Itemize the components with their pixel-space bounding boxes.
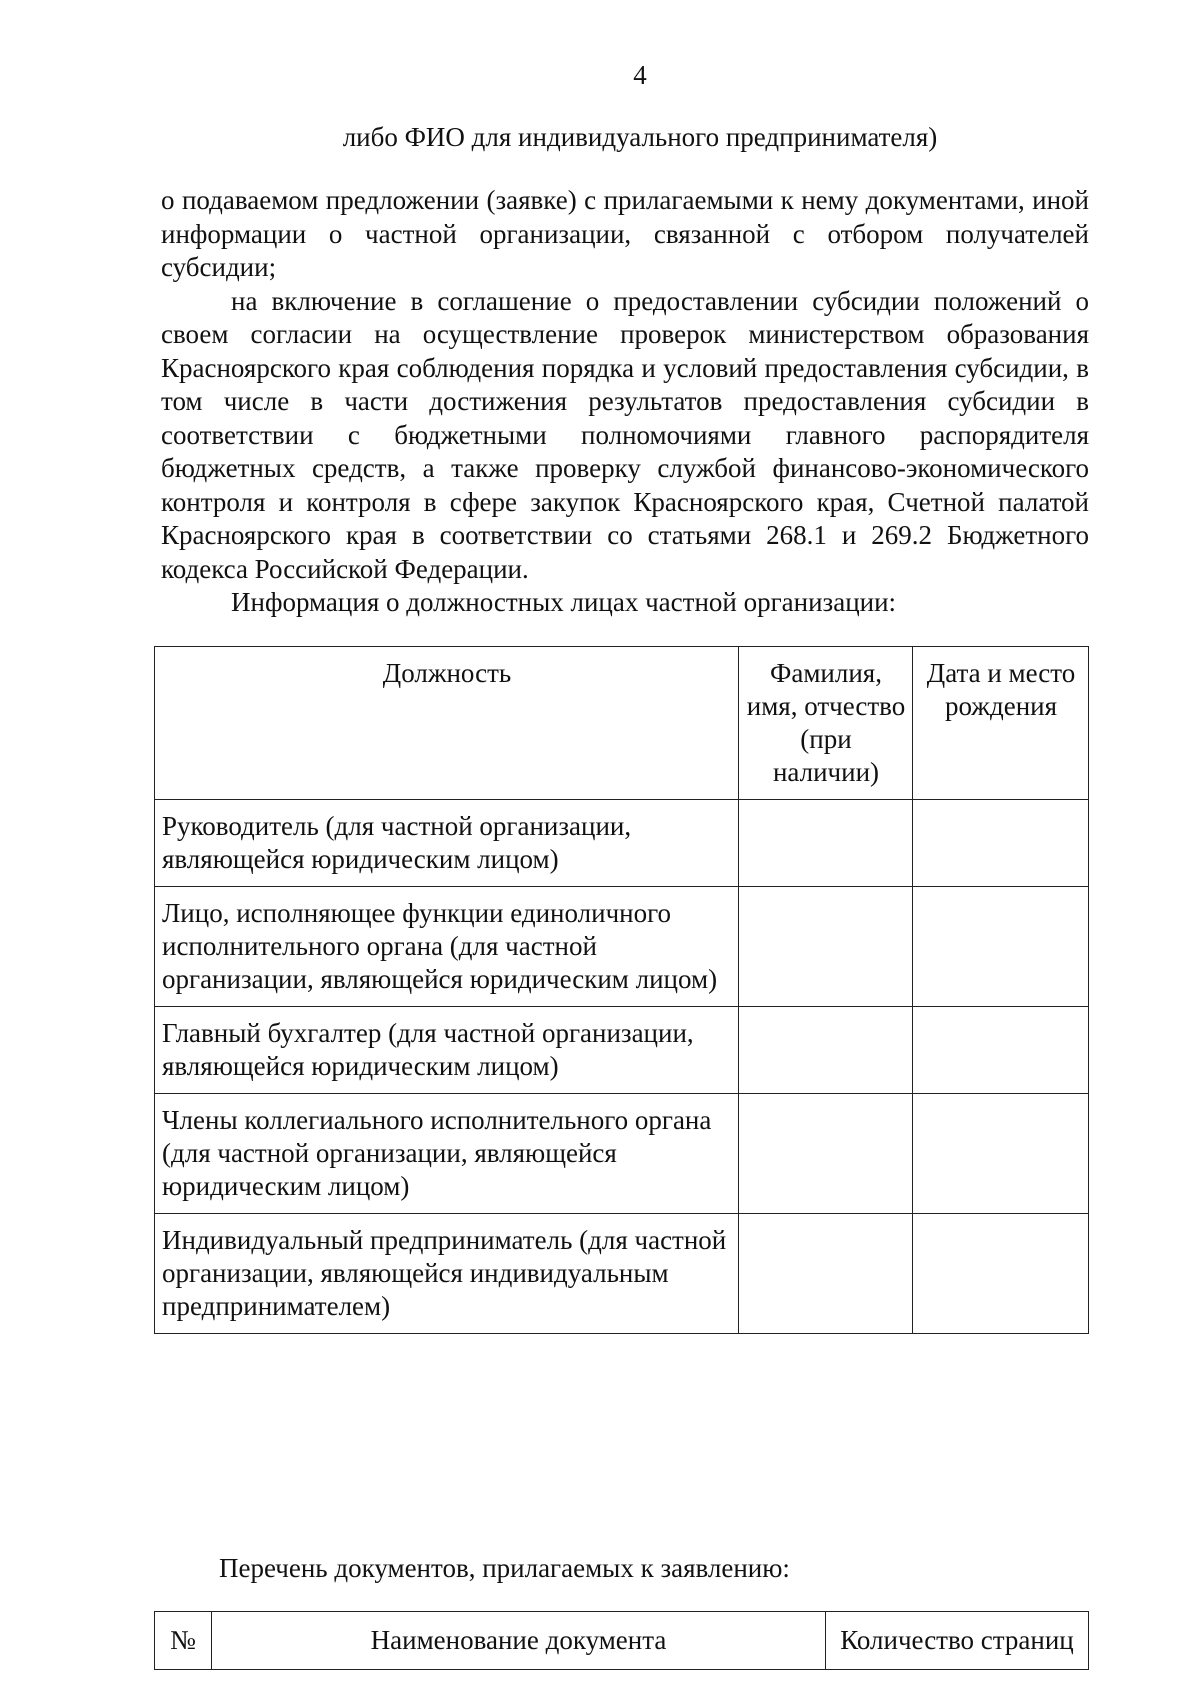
table-row bbox=[155, 800, 1089, 887]
header-birth: Дата и место рождения bbox=[913, 647, 1089, 800]
officials-table bbox=[154, 646, 1089, 1334]
birth-cell[interactable] bbox=[913, 1007, 1089, 1094]
table-row bbox=[155, 1094, 1089, 1214]
position-cell: Руководитель (для частной организации, являющейся юридическим лицом) bbox=[155, 800, 739, 887]
paragraph-1: о подаваемом предложении (заявке) с прилагаемыми к нему документами, иной информации о частной организации, связанной с отбором получателей субсидии; bbox=[161, 185, 1089, 282]
body-text bbox=[161, 184, 1089, 620]
position-cell: Члены коллегиального исполнительного органа (для частной организации, являющейся юридическим лицом) bbox=[155, 1094, 739, 1214]
documents-heading: Перечень документов, прилагаемых к заявлению: bbox=[219, 1553, 790, 1583]
name-cell[interactable] bbox=[739, 1214, 913, 1334]
header-line: либо ФИО для индивидуального предпринимателя) bbox=[342, 122, 938, 152]
birth-cell[interactable] bbox=[913, 887, 1089, 1007]
name-cell[interactable] bbox=[739, 1007, 913, 1094]
table-row bbox=[155, 887, 1089, 1007]
paragraph-2: на включение в соглашение о предоставлении субсидии положений о своем согласии на осуществление проверок министерством образования Красноярского края соблюдения порядка и условий предоставления субсидии, в том числе в части достижения результатов предоставления субсидии в соответствии с бюджетными полномочиями главного распорядителя бюджетных средств, а также проверку службой финансово-экономического контроля и контроля в сфере закупок Красноярского края, Счетной палатой Красноярского края в соответствии со статьями 268.1 и 269.2 Бюджетного кодекса Российской Федерации. bbox=[161, 285, 1089, 584]
name-cell[interactable] bbox=[739, 800, 913, 887]
table-row bbox=[155, 1214, 1089, 1334]
page-number: 4 bbox=[633, 60, 647, 90]
header-full-name: Фамилия, имя, отчество (при наличии) bbox=[739, 647, 913, 800]
header-document-name: Наименование документа bbox=[212, 1612, 826, 1670]
header-page-count: Количество страниц bbox=[826, 1612, 1089, 1670]
name-cell[interactable] bbox=[739, 887, 913, 1007]
documents-table bbox=[154, 1611, 1089, 1670]
birth-cell[interactable] bbox=[913, 1214, 1089, 1334]
documents-header-row bbox=[155, 1612, 1089, 1670]
position-cell: Лицо, исполняющее функции единоличного исполнительного органа (для частной организации, являющейся юридическим лицом) bbox=[155, 887, 739, 1007]
header-number: № bbox=[155, 1612, 212, 1670]
paragraph-3: Информация о должностных лицах частной организации: bbox=[231, 587, 897, 617]
birth-cell[interactable] bbox=[913, 800, 1089, 887]
position-cell: Главный бухгалтер (для частной организации, являющейся юридическим лицом) bbox=[155, 1007, 739, 1094]
name-cell[interactable] bbox=[739, 1094, 913, 1214]
header-position: Должность bbox=[155, 647, 739, 800]
officials-header-row bbox=[155, 647, 1089, 800]
birth-cell[interactable] bbox=[913, 1094, 1089, 1214]
position-cell: Индивидуальный предприниматель (для частной организации, являющейся индивидуальным предпринимателем) bbox=[155, 1214, 739, 1334]
table-row bbox=[155, 1007, 1089, 1094]
